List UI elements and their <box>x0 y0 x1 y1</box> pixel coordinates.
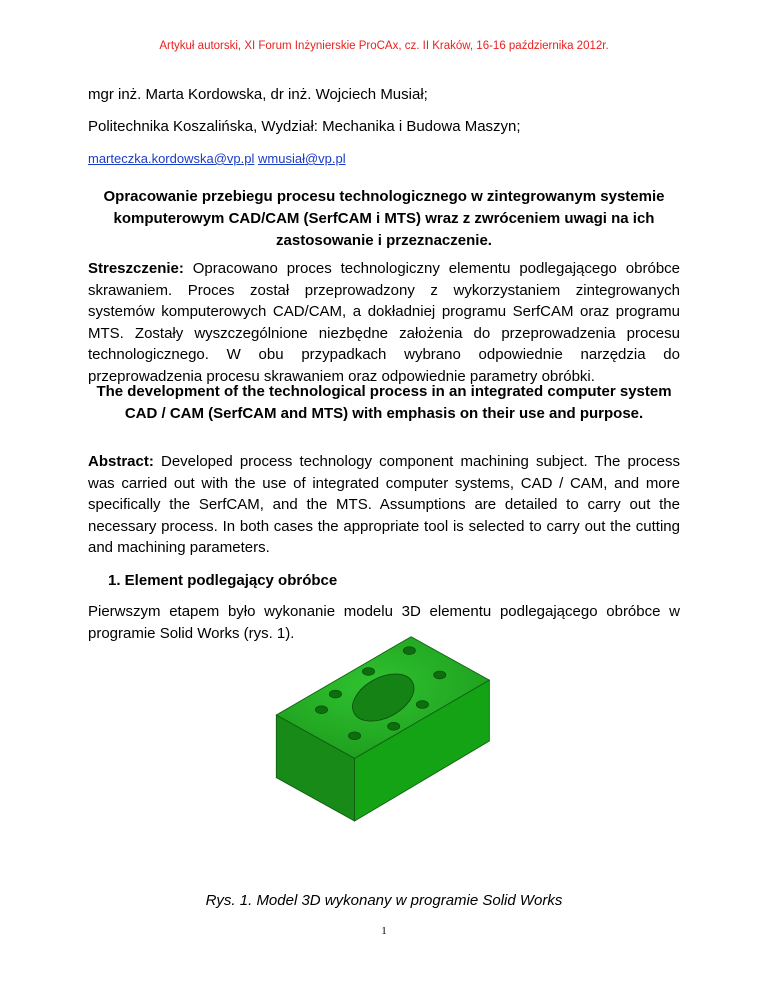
section-heading: 1. Element podlegający obróbce <box>108 572 338 589</box>
title-english: The development of the technological process in an integrated computer system CAD / CAM (SerfCAM and MTS) with emphasis on their use and purpose. <box>96 383 672 422</box>
page-number: 1 <box>381 925 387 937</box>
page-header: Artykuł autorski, XI Forum Inżynierskie ProCAx, cz. II Kraków, 16-16 października 2012r. <box>159 40 609 52</box>
abstract-english-label: Abstract: <box>88 453 154 470</box>
email-line <box>88 148 346 169</box>
authors: mgr inż. Marta Kordowska, dr inż. Wojciech Musiał; <box>88 86 428 103</box>
abstract-english-text: Developed process technology component machining subject. The process was carried out with the use of integrated computer systems, CAD / CAM, and more specifically the SerfCAM, and the MTS. Assumptions are detailed to carry out the necessary process. In both cases the appropriate tool is selected to carry out the cutting and machining parameters. <box>88 453 680 556</box>
abstract-polish-label: Streszczenie: <box>88 260 184 277</box>
abstract-english <box>88 451 680 559</box>
figure-caption: Rys. 1. Model 3D wykonany w programie Solid Works <box>205 892 563 909</box>
email-link-2[interactable]: wmusiał@vp.pl <box>258 151 346 166</box>
section-text: Pierwszym etapem było wykonanie modelu 3D elementu podlegającego obróbce w programie Solid Works (rys. 1). <box>88 603 680 642</box>
abstract-polish <box>88 258 680 387</box>
figure-3d-model <box>250 628 520 828</box>
email-link-1[interactable]: marteczka.kordowska@vp.pl <box>88 151 255 166</box>
abstract-polish-text: Opracowano proces technologiczny elementu podlegającego obróbce skrawaniem. Proces został przeprowadzony z wykorzystaniem zintegrowanych systemów komputerowych CAD/CAM, a dokładniej programu SerfCAM oraz programu MTS. Zostały wyszczególnione niezbędne założenia do przeprowadzenia procesu technologicznego. W obu przypadkach wybrano odpowiednie narzędzia do przeprowadzenia procesu skrawaniem oraz odpowiednie parametry obróbki. <box>88 260 680 385</box>
title-polish: Opracowanie przebiegu procesu technologicznego w zintegrowanym systemie komputerowym CAD/CAM (SerfCAM i MTS) wraz z zwróceniem uwagi na ich zastosowanie i przeznaczenie. <box>103 188 665 249</box>
affiliation: Politechnika Koszalińska, Wydział: Mechanika i Budowa Maszyn; <box>88 118 521 135</box>
